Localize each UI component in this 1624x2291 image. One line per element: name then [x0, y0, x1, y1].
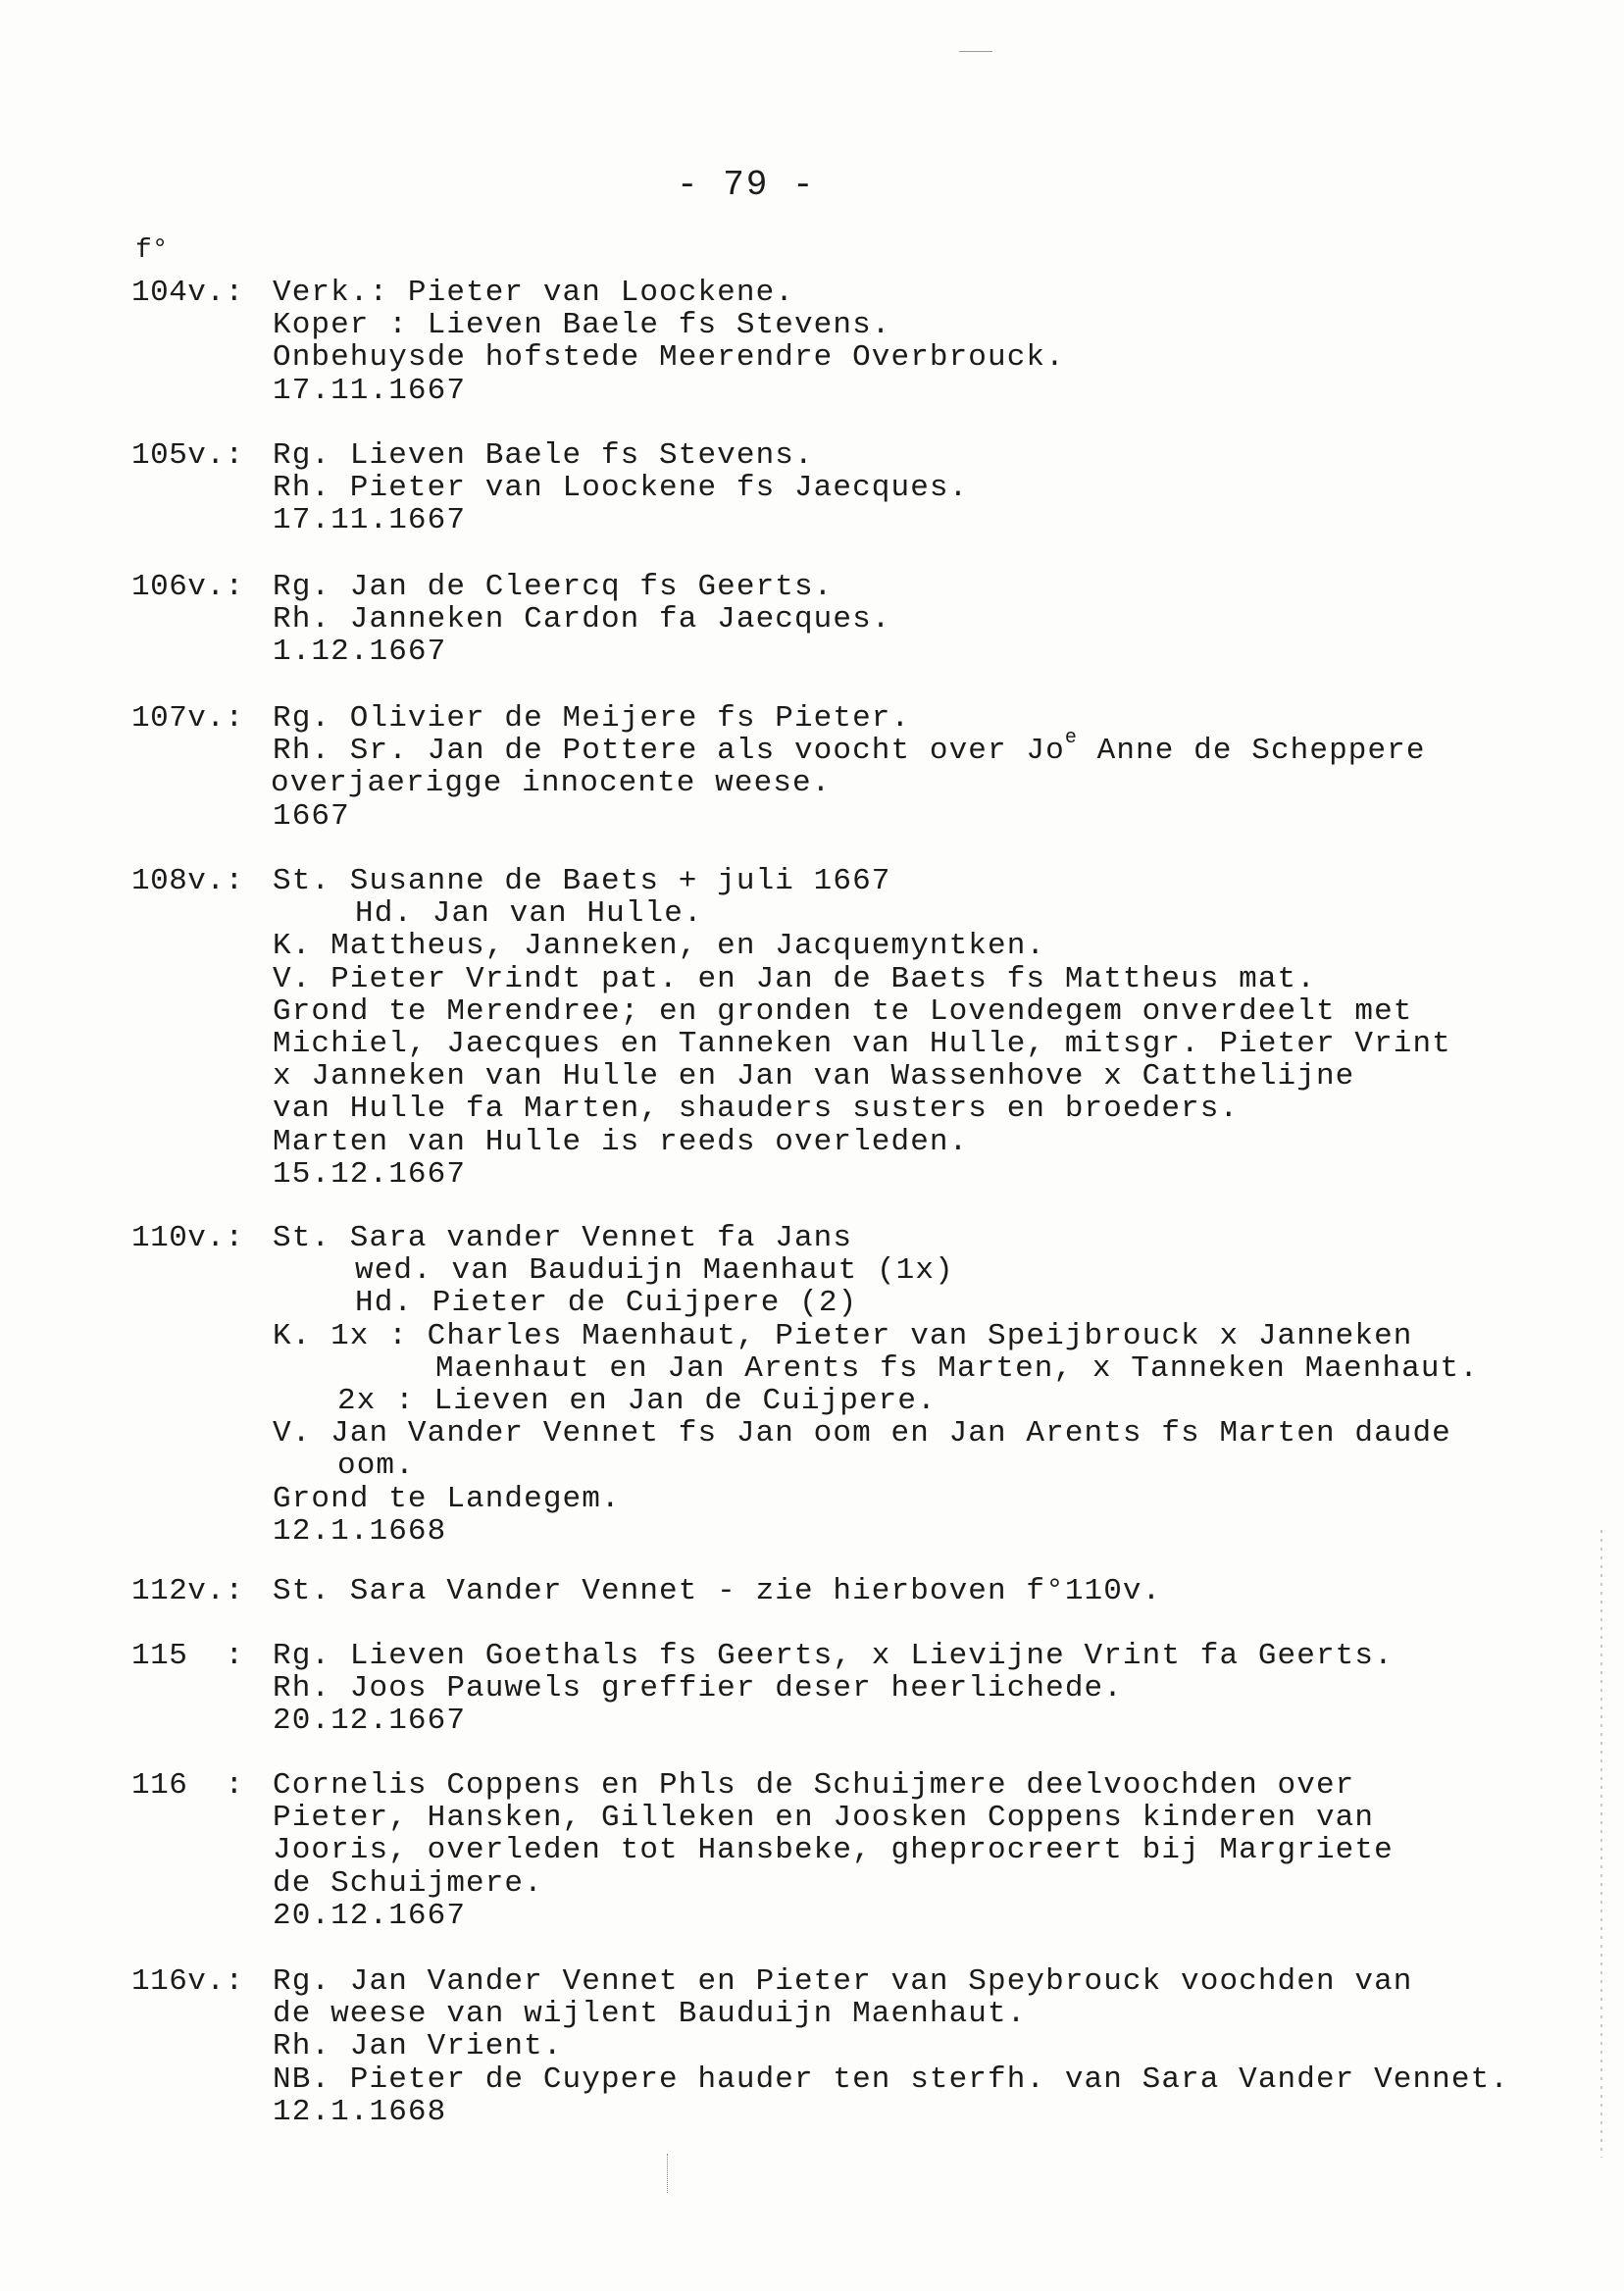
entry-line: V. Pieter Vrindt pat. en Jan de Baets fs Mattheus mat.	[273, 961, 1316, 996]
entry-line: Verk.: Pieter van Loockene.	[273, 276, 794, 310]
entry-line: St. Susanne de Baets + juli 1667	[273, 864, 891, 898]
entry-line: Grond te Merendree; en gronden te Lovendegem onverdeelt met	[273, 993, 1413, 1029]
entry-date: 1667	[273, 798, 350, 834]
entry-line: Rg. Olivier de Meijere fs Pieter.	[273, 701, 911, 736]
entry-ref: 106v.:	[131, 570, 244, 604]
entry-date: 15.12.1667	[273, 1156, 467, 1192]
entry-line: Marten van Hulle is reeds overleden.	[273, 1124, 969, 1159]
entry-body	[273, 1222, 1548, 1548]
entry-line: Rg. Lieven Baele fs Stevens.	[273, 438, 814, 473]
entry-ref: 110v.:	[131, 1221, 244, 1255]
entry-date: 12.1.1668	[273, 2094, 447, 2129]
entry-body	[273, 702, 1548, 833]
entry-ref: 107v.:	[131, 701, 244, 736]
entry-date: 17.11.1667	[273, 503, 467, 538]
entry-line-text: Rh. Sr. Jan de Pottere als voocht over Jo	[273, 734, 1065, 769]
page-number: - 79 -	[677, 165, 816, 205]
entry-line: oom.	[337, 1449, 415, 1484]
superscript-e: e	[1064, 727, 1078, 750]
entry-ref: 105v.:	[131, 438, 244, 473]
entry-line: Maenhaut en Jan Arents fs Marten, x Tanneken Maenhaut.	[435, 1350, 1479, 1386]
entry-line: wed. van Bauduijn Maenhaut (1x)	[355, 1253, 954, 1289]
entry-line: x Janneken van Hulle en Jan van Wassenhove x Catthelijne	[273, 1059, 1355, 1095]
folio-label: f°	[135, 235, 169, 266]
entry-line: Grond te Landegem.	[273, 1481, 621, 1516]
entry-line	[273, 727, 1548, 769]
entry-line: van Hulle fa Marten, shauders susters en broeders.	[273, 1092, 1240, 1127]
entry-body	[273, 1640, 1548, 1738]
entry-line: Rh. Janneken Cardon fa Jaecques.	[273, 602, 891, 637]
entry-body	[273, 1769, 1548, 1932]
entry-date: 1.12.1667	[273, 635, 447, 670]
entry-line: 2x : Lieven en Jan de Cuijpere.	[337, 1384, 937, 1419]
entry-line: Koper : Lieven Baele fs Stevens.	[273, 308, 891, 343]
entry-date: 20.12.1667	[273, 1704, 467, 1739]
entry-line: St. Sara Vander Vennet - zie hierboven f°110v.	[273, 1574, 1162, 1608]
entry-line-tail: Anne de Scheppere	[1077, 734, 1426, 769]
entry-ref: 116 :	[131, 1768, 244, 1803]
entry-body	[273, 277, 1548, 407]
entry-line: Hd. Jan van Hulle.	[355, 896, 703, 932]
entry-ref: 115 :	[131, 1639, 244, 1673]
entry-line: K. Mattheus, Janneken, en Jacquemyntken.	[273, 929, 1046, 964]
entry-line: NB. Pieter de Cuypere hauder ten sterfh. van Sara Vander Vennet.	[273, 2062, 1509, 2097]
entry-line: Hd. Pieter de Cuijpere (2)	[355, 1286, 858, 1321]
entry-line: Rh. Jan Vrient.	[273, 2029, 563, 2064]
entry-line: Rh. Joos Pauwels greffier deser heerlichede.	[273, 1671, 1123, 1706]
entry-line: de weese van wijlent Bauduijn Maenhaut.	[273, 1997, 1027, 2032]
entry-line: St. Sara vander Vennet fa Jans	[273, 1221, 853, 1255]
entry-body	[273, 1575, 1548, 1607]
entry-ref: 108v.:	[131, 864, 244, 898]
scan-mark	[959, 51, 992, 52]
entry-line: overjaerigge innocente weese.	[271, 766, 832, 801]
entry-line: Pieter, Hansken, Gilleken en Joosken Coppens kinderen van	[273, 1801, 1375, 1836]
entry-line: K. 1x : Charles Maenhaut, Pieter van Speijbrouck x Janneken	[273, 1318, 1413, 1353]
entry-line: Jooris, overleden tot Hansbeke, gheprocreert bij Margriete	[273, 1833, 1394, 1868]
entry-line: Rh. Pieter van Loockene fs Jaecques.	[273, 471, 969, 506]
entry-line: de Schuijmere.	[273, 1865, 543, 1901]
entry-date: 12.1.1668	[273, 1513, 447, 1549]
entry-line: Onbehuysde hofstede Meerendre Overbrouck.	[273, 340, 1065, 376]
entry-ref: 116v.:	[131, 1964, 244, 1999]
entry-body	[273, 865, 1548, 1191]
scan-edge	[1600, 1530, 1602, 2158]
entry-line: Rg. Lieven Goethals fs Geerts, x Lievijne Vrint fa Geerts.	[273, 1639, 1394, 1673]
entry-body	[273, 571, 1548, 669]
entry-line: V. Jan Vander Vennet fs Jan oom en Jan Arents fs Marten daude	[273, 1416, 1451, 1451]
entry-line: Rg. Jan de Cleercq fs Geerts.	[273, 570, 834, 604]
scan-mark	[667, 2154, 674, 2193]
entry-line: Michiel, Jaecques en Tanneken van Hulle, mitsgr. Pieter Vrint	[273, 1027, 1451, 1062]
entry-line: Rg. Jan Vander Vennet en Pieter van Speybrouck voochden van	[273, 1964, 1413, 1999]
entry-date: 17.11.1667	[273, 373, 467, 408]
entry-body	[273, 1965, 1548, 2128]
entry-line: Cornelis Coppens en Phls de Schuijmere deelvoochden over	[273, 1768, 1355, 1803]
entry-body	[273, 439, 1548, 537]
entry-ref: 112v.:	[131, 1574, 244, 1608]
entry-date: 20.12.1667	[273, 1898, 467, 1933]
entry-ref: 104v.:	[131, 276, 244, 310]
